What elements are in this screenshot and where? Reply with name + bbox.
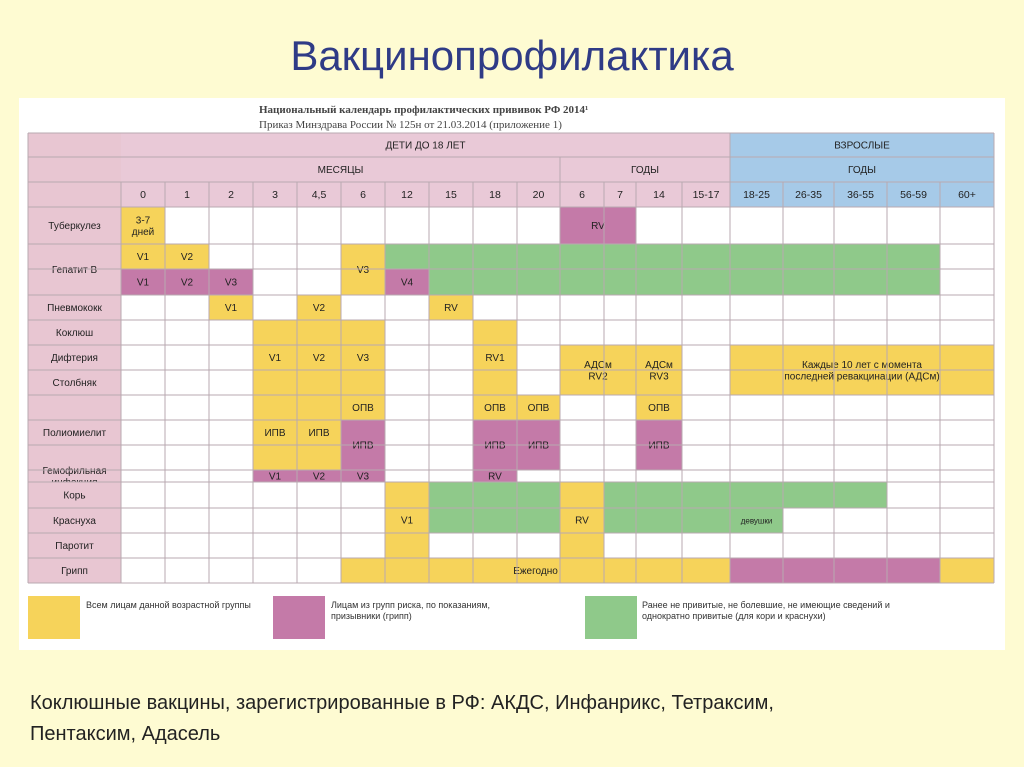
age-header-label: 14	[653, 189, 665, 202]
polio-ipv-3-label: ИПВ	[264, 428, 286, 439]
polio-ipv-20-label: ИПВ	[527, 440, 550, 452]
hib-rv-label: RV	[488, 471, 502, 483]
header-corner	[28, 133, 121, 207]
footer-text	[30, 688, 1010, 750]
header-years-children-label: ГОДЫ	[630, 165, 660, 176]
dtp-v1-label: V1	[268, 353, 282, 364]
mmr-v1-label: V1	[400, 515, 414, 527]
age-header-label: 36-55	[847, 189, 874, 202]
pneumo-v1-label: V1	[224, 303, 238, 314]
legend-text-3	[642, 600, 892, 644]
polio-opv-18-label: ОПВ	[484, 403, 506, 414]
row-label: Пневмококк	[47, 303, 102, 314]
tb-rv-cell-label: RV	[591, 221, 605, 232]
legend-label: Ранее не привитые, не болевшие, не имеющие сведений и однократно привитые (для кори и краснухи)	[642, 600, 890, 621]
header-children-label: ДЕТИ ДО 18 ЛЕТ	[385, 140, 466, 152]
age-header-label: 60+	[958, 189, 976, 202]
age-header-label: 2	[228, 189, 234, 202]
polio-opv-6-label: ОПВ	[352, 403, 374, 414]
age-header-label: 56-59	[900, 189, 927, 202]
age-header-label: 15	[445, 189, 457, 202]
adsm-rv2-label: АДСм RV2	[584, 359, 612, 383]
flu-adults	[730, 558, 940, 583]
slide-title: Вакцинопрофилактика	[290, 32, 734, 79]
hib-v2-label: V2	[312, 471, 326, 483]
pneumo-rv-label: RV	[444, 303, 458, 314]
age-header-label: 4,5	[311, 189, 327, 202]
header-years-adults-label: ГОДЫ	[847, 165, 877, 176]
legend-swatch-1	[28, 596, 80, 639]
mmr-rv-label: RV	[575, 515, 589, 527]
flu-children-label: Ежегодно	[513, 566, 558, 577]
rubella-girls-label: девушки	[740, 516, 773, 526]
age-header-label: 15-17	[692, 189, 720, 202]
dtp-rv1-label: RV1	[485, 353, 505, 364]
calendar-doc-subtitle: Приказ Минздрава России № 125н от 21.03.2014 (приложение 1)	[259, 119, 562, 131]
legend-label: Всем лицам данной возрастной группы	[86, 600, 251, 610]
measles-green-adults	[730, 482, 887, 508]
row-label: Гемофильная	[42, 465, 107, 477]
pneumo-v2-label: V2	[312, 303, 326, 314]
age-header-label: 20	[532, 189, 545, 202]
legend-swatch-3	[585, 596, 637, 639]
adsm-rv3-label: АДСм RV3	[645, 359, 673, 383]
age-header-label: 0	[140, 189, 146, 202]
vaccination-calendar-table	[19, 98, 1005, 650]
row-label: Полиомиелит	[42, 428, 107, 439]
row-label: Корь	[63, 490, 86, 502]
polio-ipv-6-label: ИПВ	[352, 440, 374, 452]
row-label: Дифтерия	[51, 353, 98, 364]
age-header-label: 6	[360, 189, 366, 202]
age-header-label: 12	[401, 189, 413, 202]
row-label: Паротит	[55, 541, 94, 552]
adult-adsm-label: Каждые 10 лет с момента последней ревакцинации (АДСм)	[784, 359, 940, 383]
legend-text-1	[86, 600, 286, 644]
age-header-label: 7	[617, 189, 623, 202]
legend-swatch-2	[273, 596, 325, 639]
flu-60plus	[940, 558, 994, 583]
hepb-v3-6m-label: V3	[356, 265, 370, 276]
legend-label: Лицам из групп риска, по показаниям, призывники (грипп)	[331, 600, 491, 621]
dtp-v2-label: V2	[312, 353, 326, 364]
row-label: Гепатит В	[51, 265, 98, 276]
polio-ipv-14-label: ИПВ	[648, 440, 670, 452]
hepb-v1-b-label: V1	[136, 277, 150, 289]
age-header-label: 18-25	[743, 189, 770, 202]
row-label: Столбняк	[52, 378, 97, 389]
age-header-label: 1	[184, 189, 190, 202]
calendar-panel	[19, 98, 1005, 650]
age-header-label: 18	[489, 189, 501, 202]
row-label: Туберкулез	[48, 221, 101, 232]
hepb-green-12m	[385, 244, 429, 269]
row-label: Коклюш	[55, 328, 94, 339]
hib-v1-label: V1	[268, 471, 282, 483]
dtp-v3-label: V3	[356, 353, 370, 364]
hepb-v4-label: V4	[400, 277, 414, 289]
age-header-label: 26-35	[795, 189, 822, 202]
footer-line-1: Коклюшные вакцины, зарегистрированные в РФ: АКДС, Инфанрикс, Тетраксим,	[30, 692, 774, 714]
header-adults-label: ВЗРОСЛЫЕ	[834, 140, 890, 152]
footer-line-2: Пентаксим, Адасель	[30, 723, 221, 745]
polio-opv-14-label: ОПВ	[648, 403, 670, 414]
age-header-label: 6	[579, 189, 585, 202]
calendar-doc-title: Национальный календарь профилактических прививок РФ 2014¹	[259, 104, 589, 116]
tb-first-cell-label: 3-7 дней	[131, 215, 155, 238]
row-label: Грипп	[61, 566, 88, 577]
age-header-label: 3	[272, 189, 278, 202]
hepb-v3-b-label: V3	[224, 277, 238, 289]
hepb-v1-a-label: V1	[136, 252, 150, 263]
hepb-v2-b-label: V2	[180, 277, 194, 289]
polio-ipv-18-label: ИПВ	[484, 440, 506, 452]
row-label: Краснуха	[53, 516, 96, 527]
polio-opv-20-label: ОПВ	[527, 403, 550, 414]
header-months-label: МЕСЯЦЫ	[317, 165, 364, 176]
hepb-v2-a-label: V2	[180, 252, 194, 263]
legend-text-2	[331, 600, 531, 644]
polio-ipv-45-label: ИПВ	[308, 428, 330, 439]
hib-v3-label: V3	[356, 471, 370, 483]
